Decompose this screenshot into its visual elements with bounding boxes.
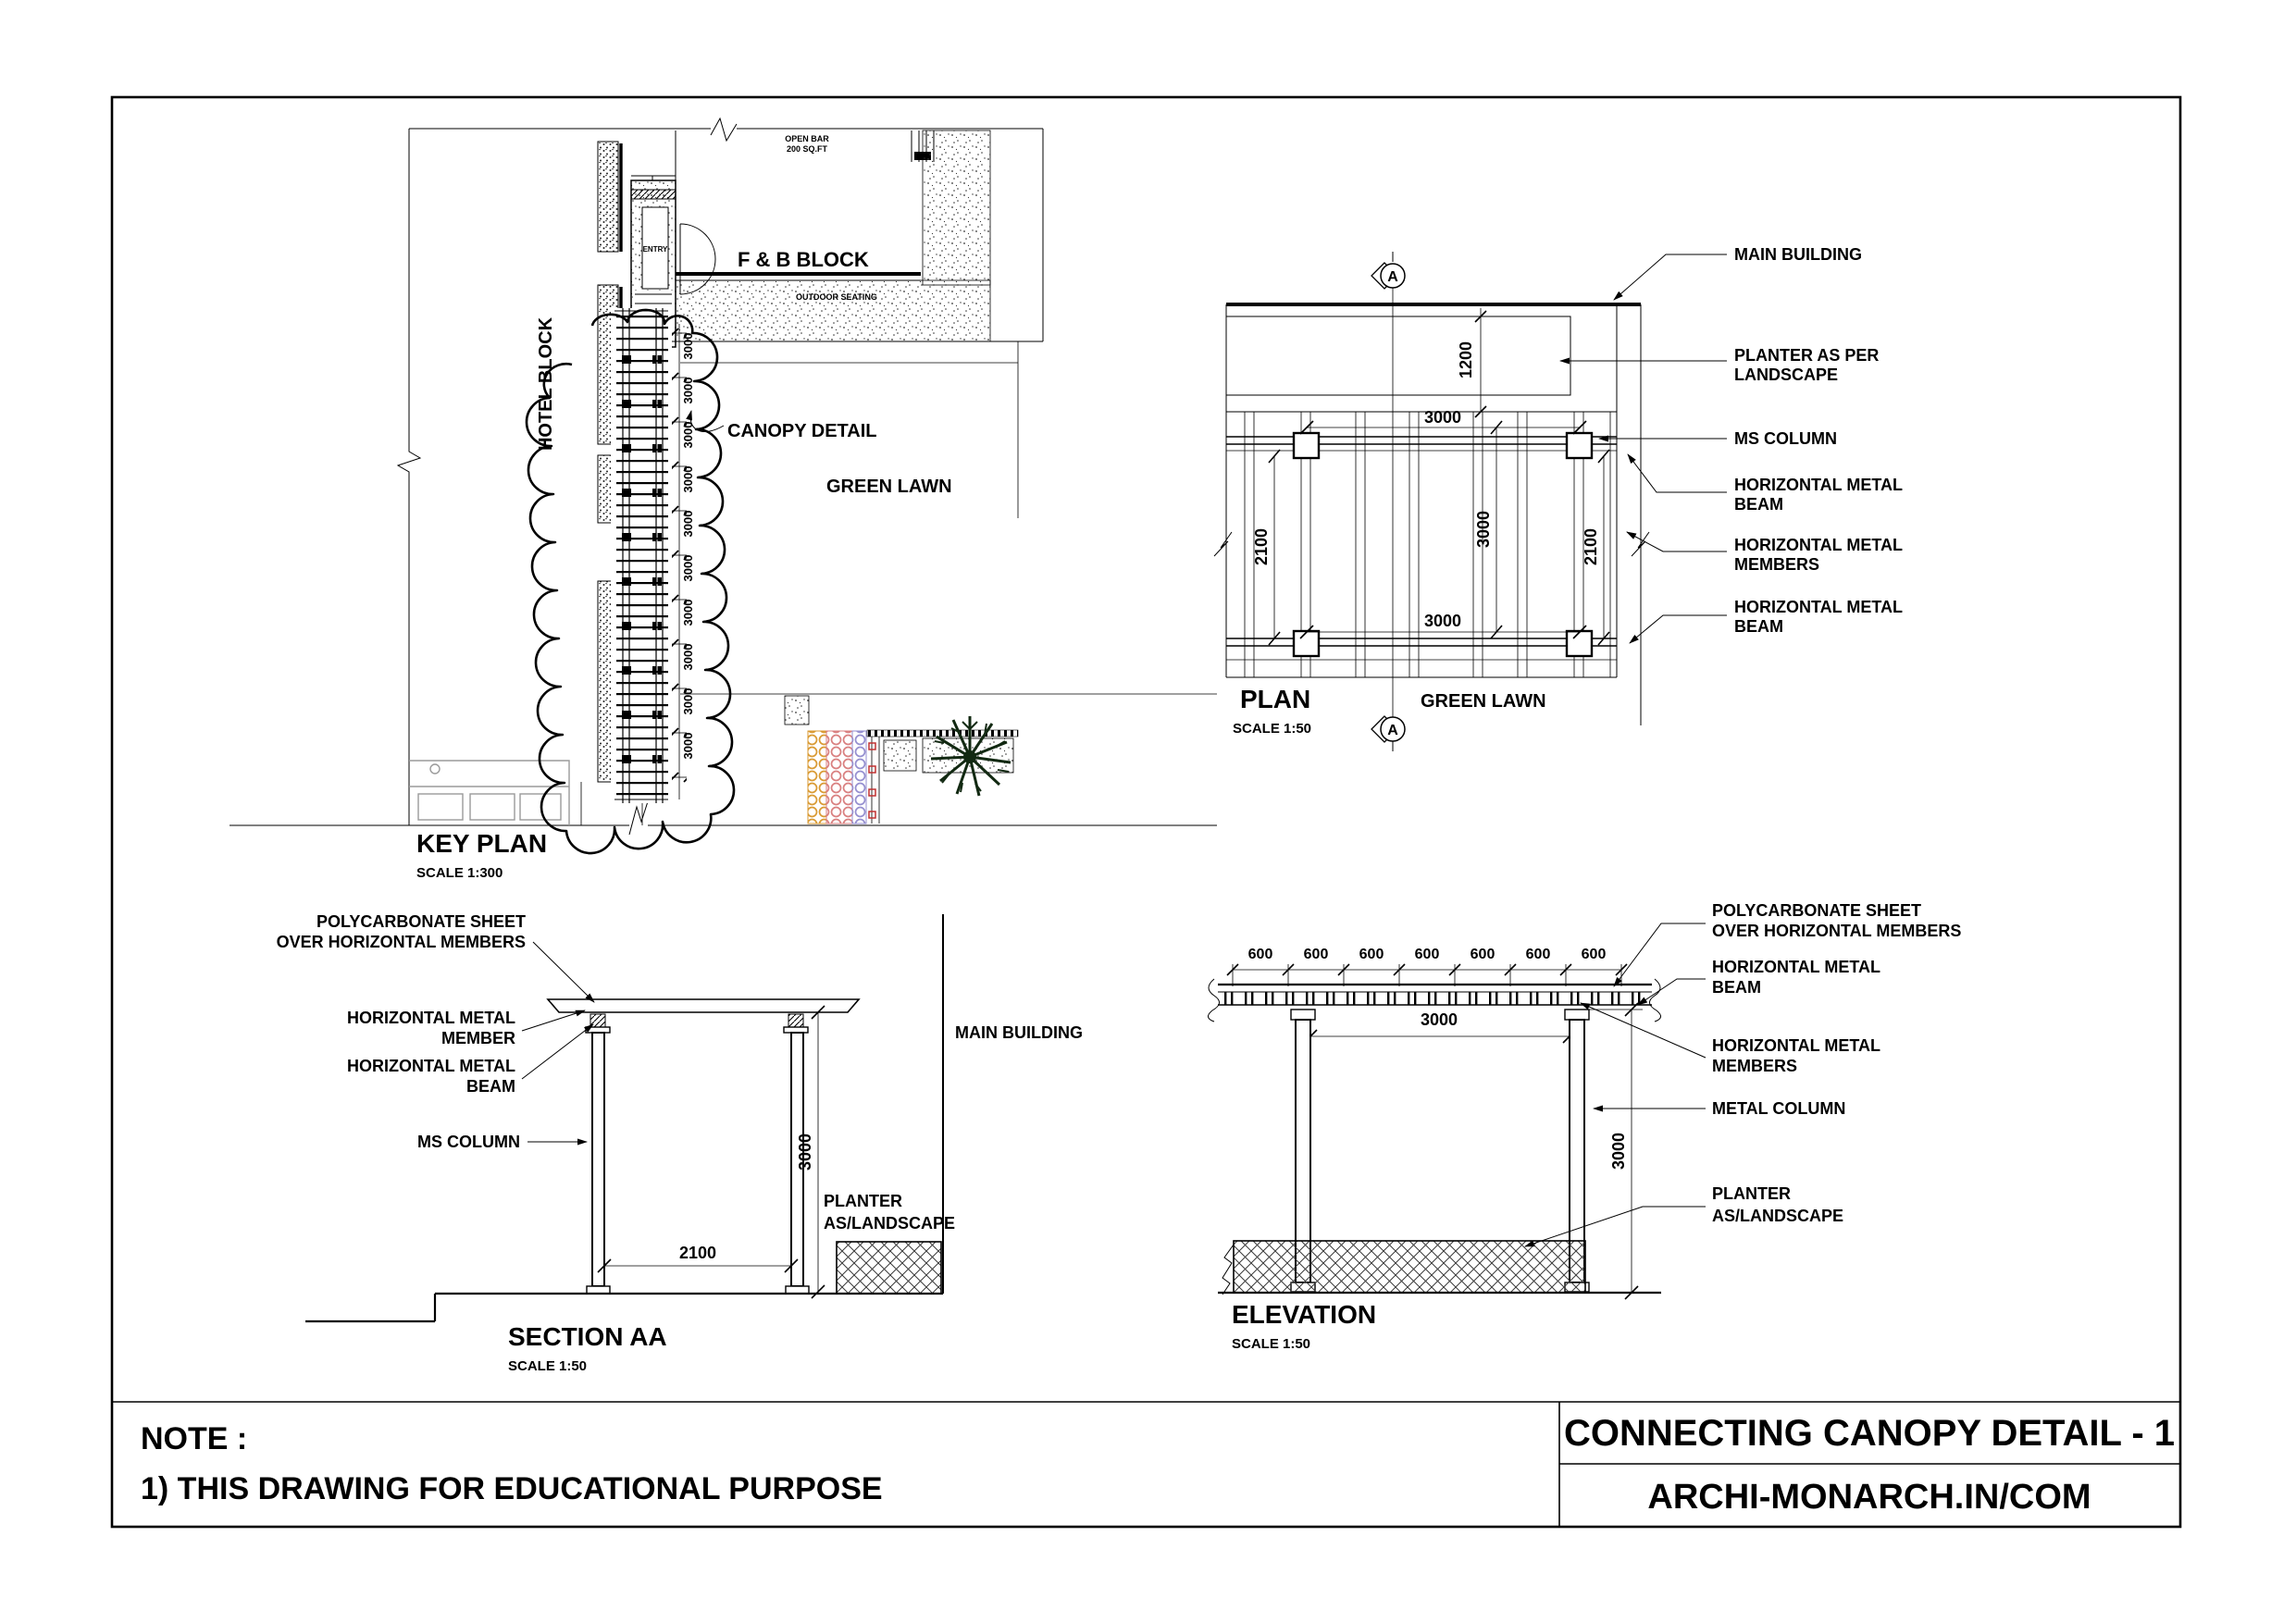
bay-dim: 3000 <box>681 510 695 538</box>
plan-view <box>1214 245 1903 751</box>
label-beam-1: HORIZONTAL METAL <box>1712 958 1880 976</box>
label-main-building: MAIN BUILDING <box>1734 245 1862 264</box>
ms-column-left <box>592 1033 604 1286</box>
canopy-detail-label: CANOPY DETAIL <box>727 421 877 441</box>
planter-strip <box>1234 1241 1585 1293</box>
bay-dim: 3000 <box>681 421 695 449</box>
roof-sheet <box>548 999 859 1012</box>
bay-dim: 3000 <box>681 377 695 404</box>
title-block <box>1564 1413 2175 1517</box>
bay-dim: 3000 <box>681 732 695 760</box>
planter-box <box>837 1242 941 1294</box>
drawing-title: CONNECTING CANOPY DETAIL - 1 <box>1563 1413 2176 1454</box>
bay-dim: 3000 <box>681 688 695 715</box>
label-beam-2: BEAM <box>466 1077 515 1096</box>
label-planter-1: PLANTER AS PER <box>1734 346 1880 365</box>
label-planter-2: AS/LANDSCAPE <box>1712 1207 1844 1225</box>
dim-600: 600 <box>1525 947 1551 962</box>
label-polycarb-2: OVER HORIZONTAL MEMBERS <box>276 933 526 951</box>
dim-3000-mid: 3000 <box>1474 510 1493 549</box>
organization-name: ARCHI-MONARCH.IN/COM <box>1647 1478 2091 1517</box>
canopy-corridor <box>581 308 687 825</box>
section-scale: SCALE 1:50 <box>508 1358 588 1374</box>
elevation-labels <box>1712 901 1961 1225</box>
section-marker-top <box>1371 252 1405 289</box>
label-planter-2: AS/LANDSCAPE <box>824 1214 956 1233</box>
spacing-dims <box>1227 947 1627 986</box>
ground-line <box>305 1294 943 1321</box>
note-block <box>141 1421 883 1506</box>
label-planter-2: LANDSCAPE <box>1734 365 1839 384</box>
section-marker-letter: A <box>1387 723 1398 738</box>
plan-labels <box>1734 245 1903 636</box>
outdoor-seating-area <box>618 129 1043 341</box>
bay-dim: 3000 <box>681 465 695 493</box>
label-members-2: MEMBERS <box>1712 1057 1798 1075</box>
dim-600: 600 <box>1470 947 1496 962</box>
dim-3000-top: 3000 <box>1423 408 1462 427</box>
dim-2100-right: 2100 <box>1582 527 1600 566</box>
label-metal-column: METAL COLUMN <box>1712 1099 1846 1118</box>
bay-dim: 3000 <box>681 332 695 360</box>
note-item: 1) THIS DRAWING FOR EDUCATIONAL PURPOSE <box>141 1471 883 1506</box>
plan-title: PLAN <box>1240 685 1311 713</box>
label-ms-column: MS COLUMN <box>417 1133 520 1151</box>
bay-dim: 3000 <box>681 554 695 582</box>
open-bar-label-1: OPEN BAR <box>785 134 829 143</box>
section-dim-2100: 2100 <box>678 1244 717 1262</box>
dim-3000-bottom: 3000 <box>1423 612 1462 630</box>
dim-600: 600 <box>1303 947 1329 962</box>
section-dim-3000: 3000 <box>796 1133 814 1171</box>
entry-label: ENTRY <box>642 245 668 254</box>
label-beam2-1: HORIZONTAL METAL <box>1734 598 1903 616</box>
key-plan-scale: SCALE 1:300 <box>416 865 503 881</box>
label-member-2: MEMBER <box>441 1029 515 1047</box>
section-labels <box>277 912 1083 1233</box>
section-view <box>277 912 1083 1374</box>
green-lawn-label: GREEN LAWN <box>826 477 952 497</box>
section-marker-bottom <box>1371 716 1405 751</box>
bay-dim: 3000 <box>681 599 695 626</box>
label-planter-1: PLANTER <box>1712 1184 1791 1203</box>
label-polycarb-2: OVER HORIZONTAL MEMBERS <box>1712 922 1962 940</box>
elevation-title: ELEVATION <box>1232 1300 1377 1329</box>
outdoor-seating-label: OUTDOOR SEATING <box>796 292 877 302</box>
open-bar-label-2: 200 SQ.FT <box>786 144 828 154</box>
sheet-frame <box>112 97 2180 1527</box>
label-main-building: MAIN BUILDING <box>955 1023 1083 1042</box>
section-title: SECTION AA <box>508 1322 667 1351</box>
label-planter-1: PLANTER <box>824 1192 902 1210</box>
elevation-scale: SCALE 1:50 <box>1232 1336 1311 1352</box>
label-polycarb-1: POLYCARBONATE SHEET <box>316 912 526 931</box>
dim-3000-height: 3000 <box>1609 1132 1628 1171</box>
planter-outline <box>1226 316 1570 395</box>
dim-600: 600 <box>1247 947 1273 962</box>
dim-600: 600 <box>1581 947 1607 962</box>
hotel-block-label: HOTEL BLOCK <box>536 316 556 452</box>
planter-depth-dim: 1200 <box>1457 341 1475 379</box>
keyplan-left-boundary <box>398 129 420 825</box>
key-plan-title: KEY PLAN <box>416 829 548 858</box>
fb-block-label: F & B BLOCK <box>738 248 869 271</box>
plan-green-lawn: GREEN LAWN <box>1421 691 1546 712</box>
dim-600: 600 <box>1414 947 1440 962</box>
plan-scale: SCALE 1:50 <box>1233 721 1312 737</box>
label-beam-1: HORIZONTAL METAL <box>347 1057 515 1075</box>
metal-beams <box>1226 412 1617 677</box>
label-beam2-2: BEAM <box>1734 617 1783 636</box>
label-members-1: HORIZONTAL METAL <box>1734 536 1903 554</box>
label-members-1: HORIZONTAL METAL <box>1712 1036 1880 1055</box>
key-plan-view <box>230 118 1217 881</box>
label-beam1-2: BEAM <box>1734 495 1783 514</box>
elevation-view <box>1208 901 1961 1352</box>
dim-3000-span: 3000 <box>1420 1010 1458 1029</box>
label-member-1: HORIZONTAL METAL <box>347 1009 515 1027</box>
label-beam-2: BEAM <box>1712 978 1761 997</box>
note-heading: NOTE : <box>141 1421 248 1456</box>
label-members-2: MEMBERS <box>1734 555 1820 574</box>
dim-600: 600 <box>1359 947 1384 962</box>
bay-dim: 3000 <box>681 643 695 671</box>
fb-block <box>676 130 934 294</box>
label-polycarb-1: POLYCARBONATE SHEET <box>1712 901 1922 920</box>
label-beam1-1: HORIZONTAL METAL <box>1734 476 1903 494</box>
dim-2100-left: 2100 <box>1252 527 1271 566</box>
section-marker-letter: A <box>1387 269 1398 285</box>
label-ms-column: MS COLUMN <box>1734 429 1837 448</box>
